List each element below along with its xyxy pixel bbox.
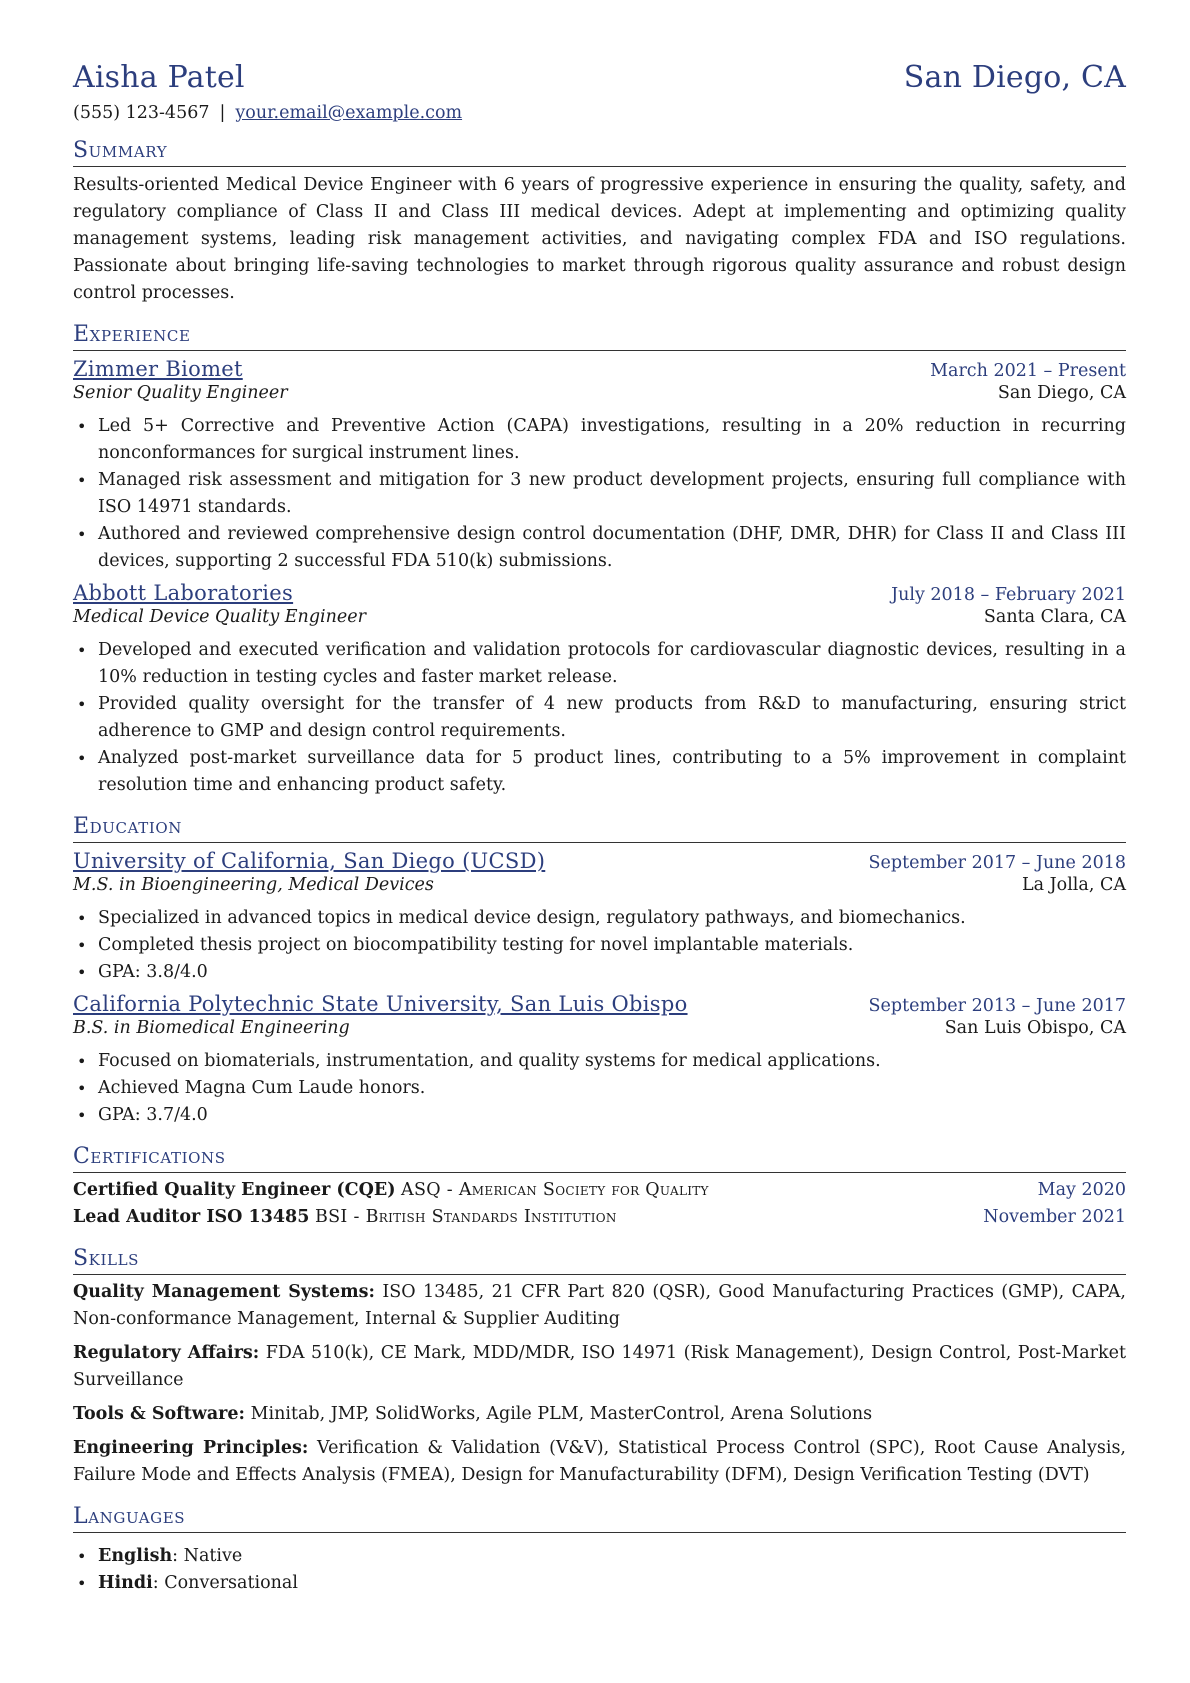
education-entry-bullets — [73, 905, 1126, 986]
certification-date: May 2020 — [1037, 1180, 1126, 1200]
education-list — [73, 849, 1126, 1129]
language-list — [73, 1543, 1126, 1597]
education-entry-subheader — [73, 875, 1126, 895]
bullet-item: • Achieved Magna Cum Laude honors. — [98, 1075, 1126, 1102]
email-link[interactable]: your.email@example.com — [235, 103, 463, 123]
education-entry-subtitle: B.S. in Biomedical Engineering — [73, 1018, 350, 1038]
skill-category: Tools & Software: — [73, 1404, 245, 1424]
certification-name: Certified Quality Engineer (CQE) — [73, 1180, 396, 1200]
experience-entry-dates: March 2021 – Present — [930, 361, 1126, 381]
experience-entry-header — [73, 357, 1126, 381]
education-entry-location: La Jolla, CA — [1022, 875, 1126, 895]
resume-header — [73, 60, 1126, 95]
candidate-location: San Diego, CA — [903, 60, 1126, 95]
skill-category: Regulatory Affairs: — [73, 1343, 260, 1363]
certification-issuer: BSI - British Standards Institution — [314, 1207, 617, 1227]
experience-entry-subtitle: Medical Device Quality Engineer — [73, 607, 366, 627]
language-name: Hindi — [98, 1573, 153, 1593]
language-name: English — [98, 1546, 173, 1566]
experience-list — [73, 357, 1126, 799]
certification-left — [73, 1204, 617, 1231]
experience-entry — [73, 357, 1126, 575]
language-item — [98, 1570, 1126, 1597]
section-title-certifications: Certifications — [73, 1143, 1126, 1173]
language-level: : Conversational — [152, 1573, 298, 1593]
education-entry-dates: September 2017 – June 2018 — [868, 853, 1126, 873]
certification-date: November 2021 — [983, 1207, 1126, 1227]
skills-list — [73, 1279, 1126, 1489]
education-entry-header — [73, 992, 1126, 1016]
certification-name: Lead Auditor ISO 13485 — [73, 1207, 310, 1227]
bullet-item: • Authored and reviewed comprehensive design control documentation (DHF, DMR, DHR) for Class II and Class III devices, supporting 2 successful FDA 510(k) submissions. — [98, 521, 1126, 575]
section-title-summary: Summary — [73, 137, 1126, 167]
skill-values: Verification & Validation (V&V), Statistical Process Control (SPC), Root Cause Analysis, Failure Mode and Effects Analysis (FMEA), Design for Manufacturability (DFM), Design Verification Testing (DVT) — [73, 1438, 1126, 1485]
education-entry-title[interactable]: California Polytechnic State University, San Luis Obispo — [73, 992, 688, 1016]
education-entry-title[interactable]: University of California, San Diego (UCSD) — [73, 849, 546, 873]
experience-entry — [73, 581, 1126, 799]
skill-values: Minitab, JMP, SolidWorks, Agile PLM, MasterControl, Arena Solutions — [250, 1404, 873, 1424]
section-title-experience: Experience — [73, 321, 1126, 351]
bullet-item: • Focused on biomaterials, instrumentation, and quality systems for medical applications. — [98, 1048, 1126, 1075]
education-entry — [73, 849, 1126, 986]
skill-category: Quality Management Systems: — [73, 1282, 375, 1302]
bullet-item: • Led 5+ Corrective and Preventive Action (CAPA) investigations, resulting in a 20% reduction in recurring nonconformances for surgical instrument lines. — [98, 413, 1126, 467]
education-entry-subtitle: M.S. in Bioengineering, Medical Devices — [73, 875, 434, 895]
bullet-item: • Completed thesis project on biocompatibility testing for novel implantable materials. — [98, 932, 1126, 959]
experience-entry-title[interactable]: Zimmer Biomet — [73, 357, 243, 381]
experience-entry-location: Santa Clara, CA — [983, 607, 1126, 627]
bullet-item: • Provided quality oversight for the transfer of 4 new products from R&D to manufacturing, ensuring strict adherence to GMP and design control requirements. — [98, 691, 1126, 745]
section-title-languages: Languages — [73, 1503, 1126, 1533]
certification-left — [73, 1177, 709, 1204]
education-entry-header — [73, 849, 1126, 873]
candidate-name: Aisha Patel — [73, 60, 245, 95]
contact-separator: | — [219, 103, 226, 123]
skill-row — [73, 1340, 1126, 1394]
bullet-item: • Developed and executed verification and validation protocols for cardiovascular diagnostic devices, resulting in a 10% reduction in testing cycles and faster market release. — [98, 637, 1126, 691]
language-item — [98, 1543, 1126, 1570]
bullet-item: • GPA: 3.7/4.0 — [98, 1102, 1126, 1129]
certification-list — [73, 1177, 1126, 1231]
bullet-item: • Analyzed post-market surveillance data for 5 product lines, contributing to a 5% improvement in complaint resolution time and enhancing product safety. — [98, 745, 1126, 799]
experience-entry-subtitle: Senior Quality Engineer — [73, 383, 288, 403]
section-title-education: Education — [73, 813, 1126, 843]
education-entry-bullets — [73, 1048, 1126, 1129]
education-entry-dates: September 2013 – June 2017 — [868, 996, 1126, 1016]
phone-number: (555) 123-4567 — [73, 103, 210, 123]
skill-row — [73, 1435, 1126, 1489]
certification-issuer: ASQ - American Society for Quality — [401, 1180, 709, 1200]
experience-entry-header — [73, 581, 1126, 605]
language-level: : Native — [172, 1546, 243, 1566]
bullet-item: • GPA: 3.8/4.0 — [98, 959, 1126, 986]
education-entry-location: San Luis Obispo, CA — [944, 1018, 1126, 1038]
bullet-item: • Specialized in advanced topics in medical device design, regulatory pathways, and biomechanics. — [98, 905, 1126, 932]
skill-category: Engineering Principles: — [73, 1438, 309, 1458]
education-entry-subheader — [73, 1018, 1126, 1038]
section-title-skills: Skills — [73, 1245, 1126, 1275]
experience-entry-title[interactable]: Abbott Laboratories — [73, 581, 294, 605]
experience-entry-bullets — [73, 637, 1126, 799]
experience-entry-dates: July 2018 – February 2021 — [891, 585, 1126, 605]
experience-entry-subheader — [73, 607, 1126, 627]
experience-entry-location: San Diego, CA — [997, 383, 1126, 403]
skill-values: ISO 13485, 21 CFR Part 820 (QSR), Good Manufacturing Practices (GMP), CAPA, Non-conformance Management, Internal & Supplier Auditing — [73, 1282, 1126, 1329]
education-entry — [73, 992, 1126, 1129]
experience-entry-subheader — [73, 383, 1126, 403]
skill-row — [73, 1401, 1126, 1428]
certification-row — [73, 1204, 1126, 1231]
certification-row — [73, 1177, 1126, 1204]
contact-line — [73, 103, 1126, 123]
experience-entry-bullets — [73, 413, 1126, 575]
skill-values: FDA 510(k), CE Mark, MDD/MDR, ISO 14971 (Risk Management), Design Control, Post-Market Surveillance — [73, 1343, 1126, 1390]
skill-row — [73, 1279, 1126, 1333]
summary-text: Results-oriented Medical Device Engineer with 6 years of progressive experience in ensuring the quality, safety, and regulatory compliance of Class II and Class III medical devices. Adept at implementing and optimizing quality management systems, leading risk management activities, and navigating complex FDA and ISO regulations. Passionate about bringing life-saving technologies to market through rigorous quality assurance and robust design control processes. — [73, 175, 1126, 303]
bullet-item: • Managed risk assessment and mitigation for 3 new product development projects, ensuring full compliance with ISO 14971 standards. — [98, 467, 1126, 521]
